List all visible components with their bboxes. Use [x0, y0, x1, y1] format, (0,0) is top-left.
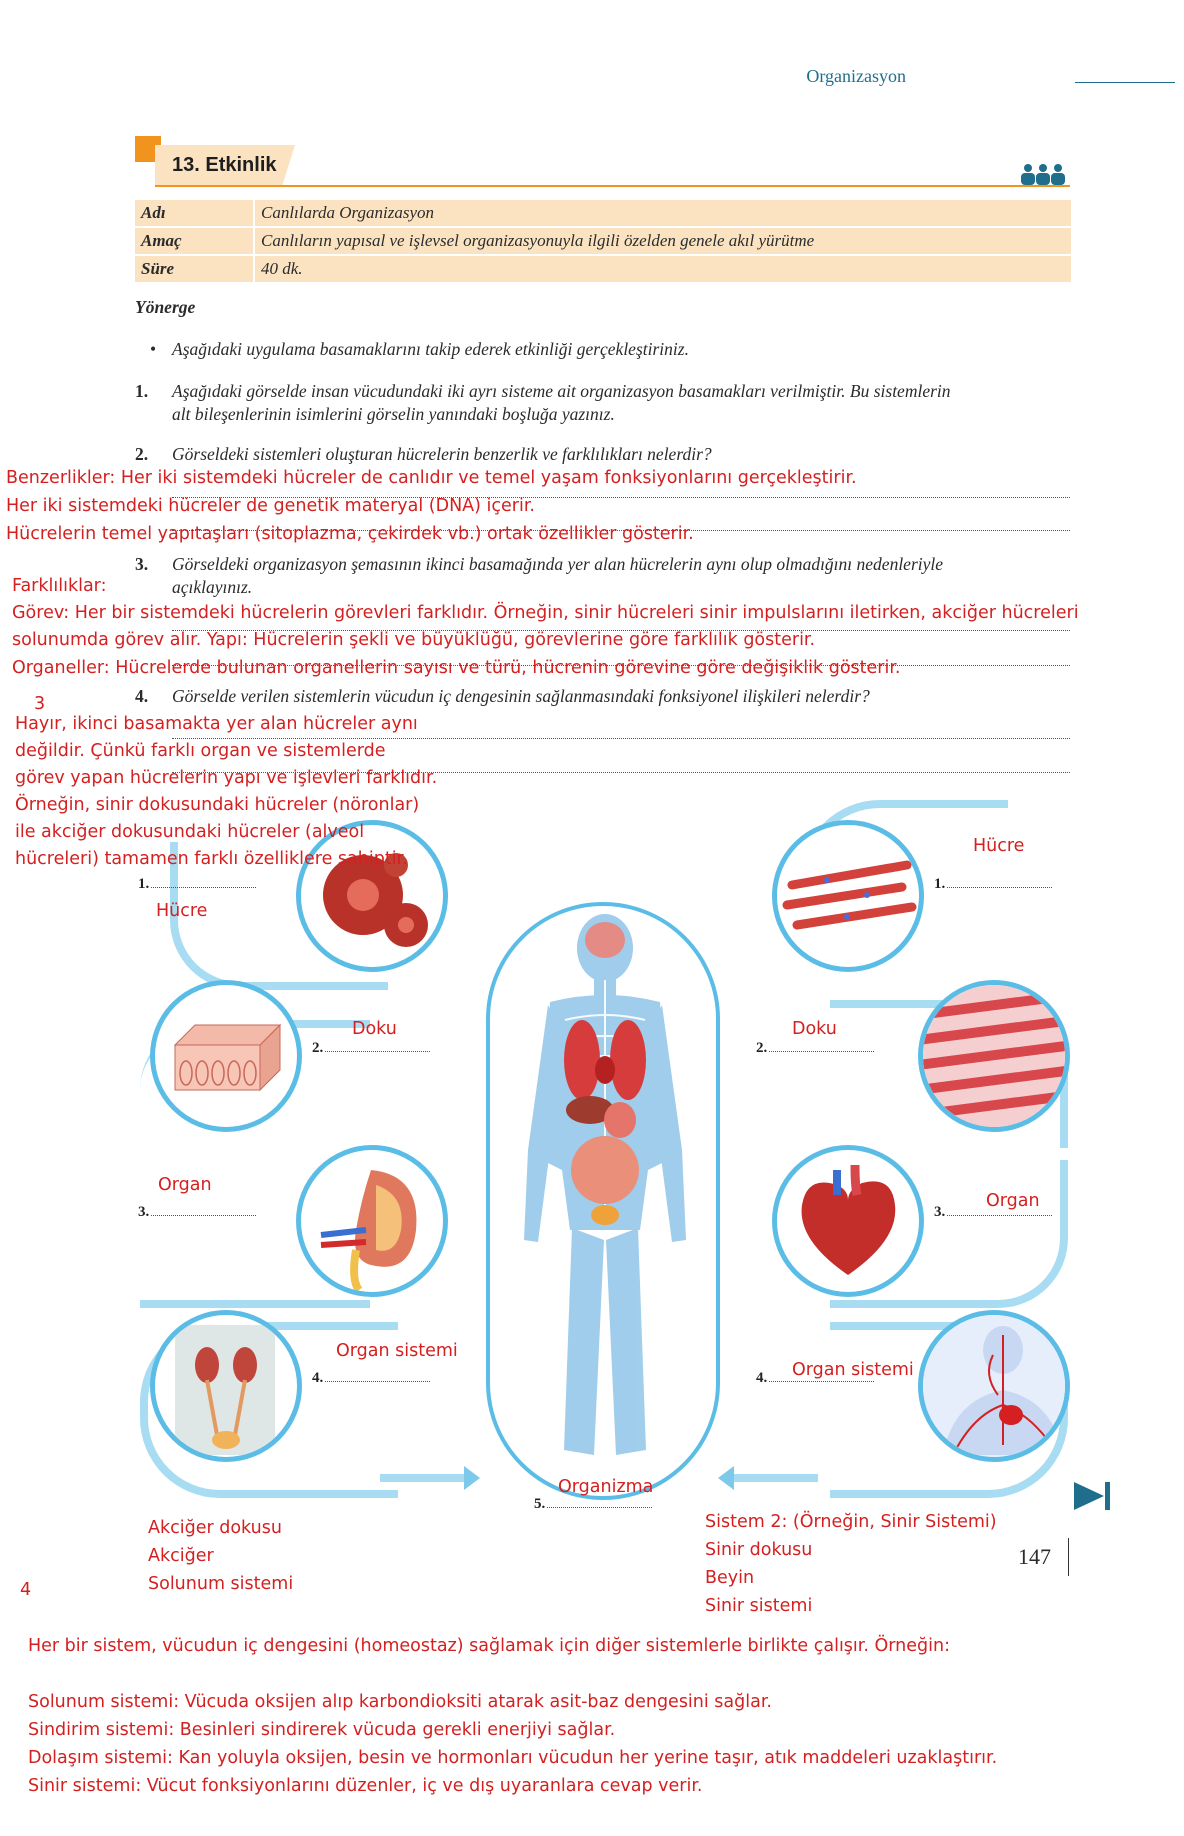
lung-organ-icon: [301, 1150, 443, 1292]
answer4-number: 4: [20, 1580, 32, 1600]
left-tissue-image: [150, 980, 302, 1132]
left-answer-3: Organ: [158, 1175, 212, 1195]
answer2-line7: Organeller: Hücrelerde bulunan organellerin sayısı ve türü, hücrenin görevine göre değişiklik gösterir.: [12, 658, 901, 678]
instruction-bullet: Aşağıdaki uygulama basamaklarını takip ederek etkinliği gerçekleştiriniz.: [172, 339, 689, 359]
info-key: Amaç: [135, 228, 253, 254]
right-cell-image: [772, 820, 924, 972]
answer3-line5: ile akciğer dokusundaki hücreler (alveol: [15, 822, 365, 842]
running-head-rule: [1075, 82, 1175, 83]
answer2-line2: Her iki sistemdeki hücreler de genetik materyal (DNA) içerir.: [6, 496, 535, 516]
heart-icon: [777, 1150, 919, 1292]
page-number: 147: [1018, 1544, 1051, 1569]
q1-line2: alt bileşenlerinin isimlerini görselin yanındaki boşluğa yazınız.: [172, 404, 615, 424]
right-system-line4: Sinir sistemi: [705, 1596, 813, 1616]
left-system-line1: Akciğer dokusu: [148, 1518, 282, 1538]
left-organ-image: [296, 1145, 448, 1297]
answer3-line2: değildir. Çünkü farklı organ ve sistemlerde: [15, 741, 386, 761]
step-number: 1.: [138, 876, 150, 892]
right-step-1[interactable]: [934, 876, 1052, 893]
q4-number: 4.: [135, 686, 149, 706]
left-system-line3: Solunum sistemi: [148, 1574, 294, 1594]
answer4-line5: Sinir sistemi: Vücut fonksiyonlarını düzenler, iç ve dış uyaranlara cevap verir.: [28, 1776, 703, 1796]
next-page-icon[interactable]: [1074, 1480, 1112, 1512]
info-row-name: [135, 200, 1071, 226]
answer2-line5: Görev: Her bir sistemdeki hücrelerin görevleri farklıdır. Örneğin, sinir hücreleri sinir impulslarını iletirken, akciğer hücreleri: [12, 603, 1079, 623]
step-number: 1.: [934, 876, 946, 892]
info-row-duration: [135, 256, 1071, 282]
answer2-line4: Farklılıklar:: [12, 576, 107, 596]
step-number: 2.: [756, 1040, 768, 1056]
q4-text: Görselde verilen sistemlerin vücudun iç dengesinin sağlanmasındaki fonksiyonel ilişkileri nelerdir?: [172, 686, 870, 706]
instructions-heading: Yönerge: [135, 297, 196, 317]
left-step-4[interactable]: [312, 1370, 430, 1387]
info-value: Canlılarda Organizasyon: [255, 200, 1071, 226]
q3-line1: Görseldeki organizasyon şemasının ikinci basamağında yer alan hücrelerin aynı olup olmadığını nedenleriyle: [172, 554, 944, 574]
right-system-line2: Sinir dokusu: [705, 1540, 813, 1560]
step-number: 2.: [312, 1040, 324, 1056]
right-answer-2: Doku: [792, 1019, 837, 1039]
muscle-tissue-icon: [923, 985, 1065, 1127]
answer2-line1: Benzerlikler: Her iki sistemdeki hücreler de canlıdır ve temel yaşam fonksiyonlarını gerçekleştirir.: [6, 468, 857, 488]
right-system-line1: Sistem 2: (Örneğin, Sinir Sistemi): [705, 1512, 997, 1532]
answer2-line6: solunumda görev alır. Yapı: Hücrelerin şekli ve büyüklüğü, görevlerine göre farklılık gösterir.: [12, 630, 816, 650]
info-key: Süre: [135, 256, 253, 282]
cell-icon: [301, 825, 443, 967]
info-value: Canlıların yapısal ve işlevsel organizasyonuyla ilgili özelden genele akıl yürütme: [255, 228, 1071, 254]
activity-title: 13. Etkinlik: [172, 154, 277, 176]
left-system-line2: Akciğer: [148, 1546, 214, 1566]
q1-number: 1.: [135, 381, 149, 401]
muscle-cell-icon: [777, 825, 919, 967]
q1-line1: Aşağıdaki görselde insan vücudundaki iki ayrı sisteme ait organizasyon basamakları verilmiştir. Bu sistemlerin: [172, 381, 951, 401]
q3-number: 3.: [135, 554, 149, 574]
step-number: 5.: [534, 1496, 546, 1512]
right-answer-3: Organ: [986, 1191, 1040, 1211]
answer4-line2: Solunum sistemi: Vücuda oksijen alıp karbondioksiti atarak asit-baz dengesini sağlar.: [28, 1692, 772, 1712]
tissue-icon: [155, 985, 297, 1127]
left-step-3[interactable]: [138, 1204, 256, 1221]
right-system-line3: Beyin: [705, 1568, 755, 1588]
left-cell-image: [296, 820, 448, 972]
left-answer-2: Doku: [352, 1019, 397, 1039]
q2-text: Görseldeki sistemleri oluşturan hücrelerin benzerlik ve farklılıkları nelerdir?: [172, 444, 712, 464]
left-step-1[interactable]: [138, 876, 256, 893]
activity-rule: [155, 185, 1070, 187]
info-key: Adı: [135, 200, 253, 226]
right-organ-image: [772, 1145, 924, 1297]
answer2-line3: Hücrelerin temel yapıtaşları (sitoplazma, çekirdek vb.) ortak özellikler gösterir.: [6, 524, 694, 544]
step-number: 4.: [312, 1370, 324, 1386]
answer3-line4: Örneğin, sinir dokusundaki hücreler (nöronlar): [15, 795, 420, 815]
info-value: 40 dk.: [255, 256, 1071, 282]
step-number: 3.: [934, 1204, 946, 1220]
answer3-line3: görev yapan hücrelerin yapı ve işlevleri farklıdır.: [15, 768, 438, 788]
bullet-icon: •: [150, 339, 157, 359]
right-step-2[interactable]: [756, 1040, 874, 1057]
answer3-number: 3: [34, 694, 46, 714]
page-number-rule: [1068, 1538, 1069, 1576]
right-system-image: [918, 1310, 1070, 1462]
left-answer-1: Hücre: [156, 901, 208, 921]
circulatory-system-icon: [923, 1315, 1065, 1457]
running-head: Organizasyon: [806, 66, 906, 86]
answer4-line4: Dolaşım sistemi: Kan yoluyla oksijen, besin ve hormonları vücudun her yerine taşır, atık maddeleri uzaklaştırır.: [28, 1748, 998, 1768]
left-step-2[interactable]: [312, 1040, 430, 1057]
answer4-line3: Sindirim sistemi: Besinleri sindirerek vücuda gerekli enerjiyi sağlar.: [28, 1720, 616, 1740]
arrow-left-icon: [718, 1466, 818, 1490]
arrow-right-icon: [380, 1466, 480, 1490]
organ-system-icon: [155, 1315, 297, 1457]
answer3-line1: Hayır, ikinci basamakta yer alan hücreler aynı: [15, 714, 418, 734]
left-answer-4: Organ sistemi: [336, 1341, 458, 1361]
human-body-icon: [520, 910, 690, 1470]
answer3-line6: hücreleri) tamamen farklı özelliklere sahiptir.: [15, 849, 408, 869]
group-icon: [1020, 163, 1066, 185]
right-answer-1: Hücre: [973, 836, 1025, 856]
answer4-line1: Her bir sistem, vücudun iç dengesini (homeostaz) sağlamak için diğer sistemlerle birlikte çalışır. Örneğin:: [28, 1636, 950, 1656]
right-tissue-image: [918, 980, 1070, 1132]
center-answer-5: Organizma: [558, 1477, 654, 1497]
q3-line2: açıklayınız.: [172, 577, 253, 597]
center-step-5[interactable]: [534, 1496, 652, 1513]
left-system-image: [150, 1310, 302, 1462]
step-number: 3.: [138, 1204, 150, 1220]
step-number: 4.: [756, 1370, 768, 1386]
info-row-aim: [135, 228, 1071, 254]
answer-line[interactable]: [172, 738, 1070, 739]
q2-number: 2.: [135, 444, 149, 464]
activity-info-table: [135, 198, 1071, 284]
right-answer-4: Organ sistemi: [792, 1360, 914, 1380]
